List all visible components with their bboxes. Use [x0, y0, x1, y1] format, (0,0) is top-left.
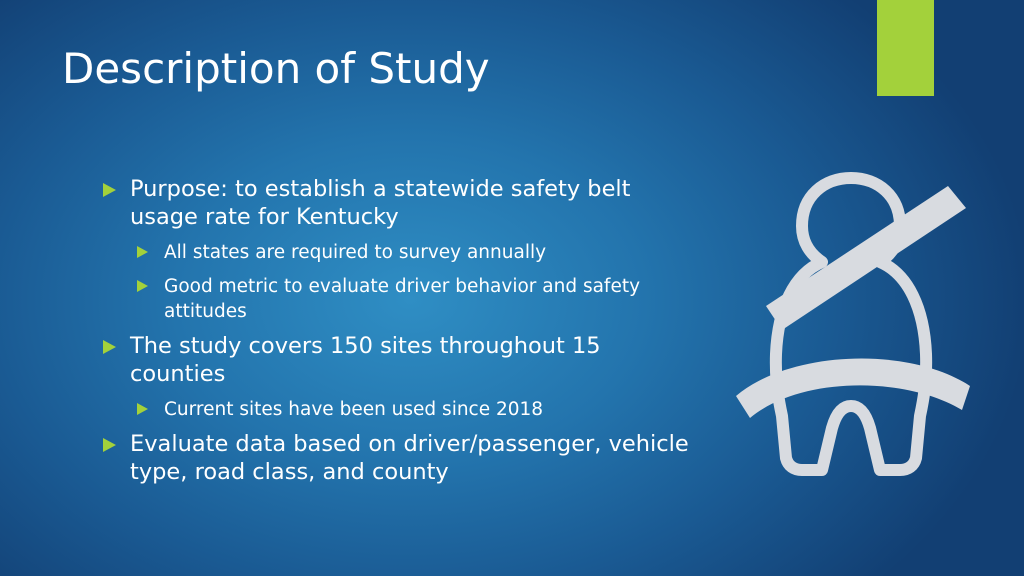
bullet-text: The study covers 150 sites throughout 15 counties: [130, 333, 601, 387]
sub-bullet-item: [100, 397, 700, 422]
seatbelt-icon: [730, 170, 980, 490]
bullet-arrow-icon: [137, 280, 148, 292]
bullet-item: [100, 430, 700, 486]
slide-title: Description of Study: [62, 44, 490, 93]
bullet-arrow-icon: [137, 403, 148, 415]
sub-bullet-text: Current sites have been used since 2018: [164, 399, 544, 420]
bullet-arrow-icon: [103, 438, 116, 452]
sub-bullet-item: [100, 240, 700, 265]
accent-bar: [877, 0, 934, 96]
sub-bullet-text: All states are required to survey annually: [164, 242, 547, 263]
sub-bullet-item: [100, 274, 700, 324]
bullet-arrow-icon: [103, 183, 116, 197]
bullet-arrow-icon: [103, 340, 116, 354]
bullet-arrow-icon: [137, 246, 148, 258]
bullet-text: Evaluate data based on driver/passenger, vehicle type, road class, and county: [130, 431, 689, 485]
bullet-item: [100, 175, 700, 231]
bullet-item: [100, 332, 700, 388]
sub-bullet-text: Good metric to evaluate driver behavior and safety attitudes: [164, 276, 641, 322]
bullet-text: Purpose: to establish a statewide safety belt usage rate for Kentucky: [130, 176, 631, 230]
bullet-list: [100, 175, 700, 486]
